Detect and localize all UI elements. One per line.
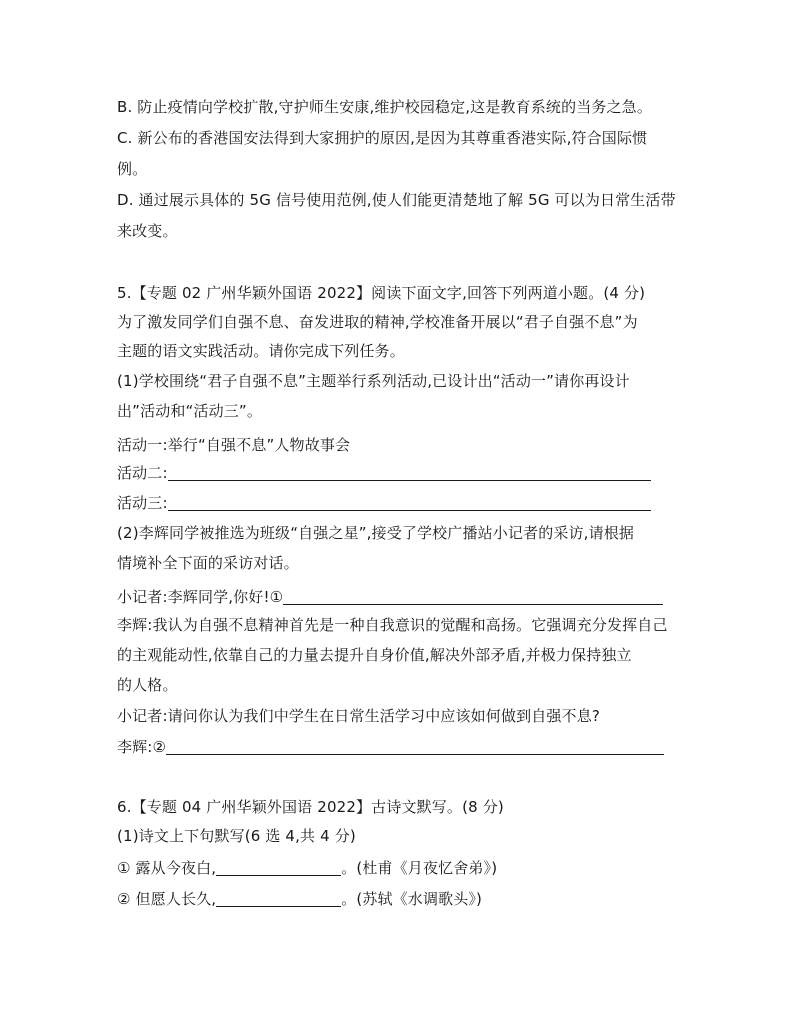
lihui-line-2 [117,737,687,757]
activity-1: 活动一:举行“自强不息”人物故事会 [117,436,351,454]
question-6-heading: 6.【专题 04 广州华颖外国语 2022】古诗文默写。(8 分) [117,798,504,816]
option-b: B. 防止疫情向学校扩散,守护师生安康,维护校园稳定,这是教育系统的当务之急。 [117,98,652,116]
q5-intro-line2: 主题的语文实践活动。请你完成下列任务。 [117,342,405,360]
lihui-answer-line1: 李辉:我认为自强不息精神首先是一种自我意识的觉醒和高扬。它强调充分发挥自己 [117,616,668,634]
activity-3-answer-blank[interactable] [168,494,651,511]
activity-2-label: 活动二: [117,464,168,482]
poem-item-1 [117,858,687,878]
q5-task1-line2: 出”活动和“活动三”。 [117,402,262,420]
poem-item-2-blank[interactable] [216,890,341,907]
reporter-line-1 [117,587,687,607]
lihui-answer-line2: 的主观能动性,依靠自己的力量去提升自身价值,解决外部矛盾,并极力保持独立 [117,646,632,664]
poem-item-2 [117,889,687,909]
poem-item-1-blank[interactable] [216,859,341,876]
poem-item-2-prefix: ② 但愿人长久, [117,890,217,908]
poem-item-1-suffix: 。(杜甫《月夜忆舍弟》) [341,859,498,877]
q6-sub1: (1)诗文上下句默写(6 选 4,共 4 分) [117,827,356,845]
activity-2-row [117,463,687,483]
activity-2-answer-blank[interactable] [168,464,651,481]
q5-task2-line2: 情境补全下面的采访对话。 [117,554,299,572]
option-c-line2: 例。 [117,160,148,178]
q5-task1-line1: (1)学校围绕“君子自强不息”主题举行系列活动,已设计出“活动一”请你再设计 [117,372,630,390]
question-5-heading: 5.【专题 02 广州华颖外国语 2022】阅读下面文字,回答下列两道小题。(4 分) [117,284,646,302]
q5-task2-line1: (2)李辉同学被推选为班级“自强之星”,接受了学校广播站小记者的采访,请根据 [117,524,635,542]
option-d-line1: D. 通过展示具体的 5G 信号使用范例,使人们能更清楚地了解 5G 可以为日常生活带 [117,191,676,209]
reporter-question-1: 小记者:李辉同学,你好!① [117,588,284,606]
option-d-line2: 来改变。 [117,222,178,240]
q5-intro-line1: 为了激发同学们自强不息、奋发进取的精神,学校准备开展以“君子自强不息”为 [117,313,638,331]
reporter-answer-blank[interactable] [283,588,663,605]
lihui-answer-blank[interactable] [166,738,664,755]
activity-3-label: 活动三: [117,494,168,512]
reporter-question-2: 小记者:请问你认为我们中学生在日常生活学习中应该如何做到自强不息? [117,707,600,725]
poem-item-2-suffix: 。(苏轼《水调歌头》) [341,890,483,908]
activity-3-row [117,493,687,513]
lihui-answer-line3: 的人格。 [117,676,178,694]
option-c-line1: C. 新公布的香港国安法得到大家拥护的原因,是因为其尊重香港实际,符合国际惯 [117,129,648,147]
lihui-prompt-2: 李辉:② [117,738,167,756]
poem-item-1-prefix: ① 露从今夜白, [117,859,217,877]
